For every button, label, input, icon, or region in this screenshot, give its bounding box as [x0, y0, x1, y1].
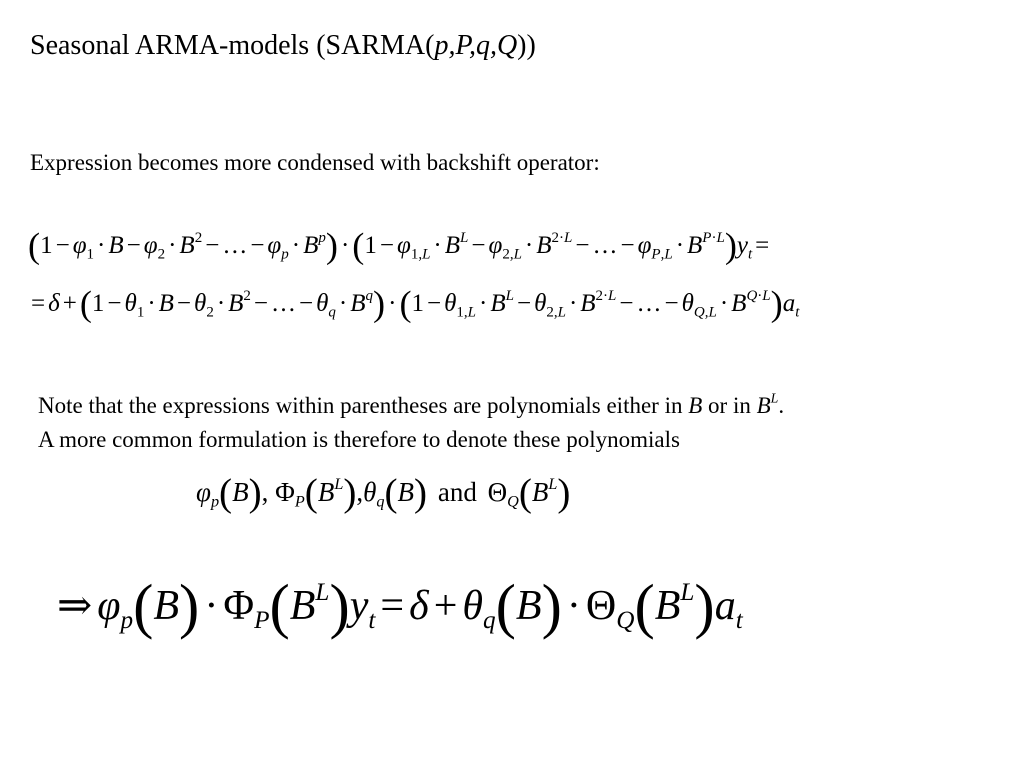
title-main: Seasonal ARMA-models (SARMA( — [30, 30, 435, 61]
and-word: and — [437, 477, 477, 507]
title-close: )) — [517, 30, 536, 61]
slide-title — [30, 30, 536, 62]
equation-line-1: ($1 - \varphi_1 \cdot B - \varphi_2 \cdot B^2$ − … − $\varphi_p \cdot B^p) \cdot(1 - \varphi_{1,L} \cdot B^L - \varphi_{2,L} \cdot B^{2\cdot L}$ − … − $\varphi_{P,L} \cdot B^{P\cdot L})y_t$ = — [28, 225, 770, 266]
note-line-2: A more common formulation is therefore to denote these polynomials — [38, 427, 680, 452]
intro-text: Expression becomes more condensed with backshift operator: — [30, 150, 600, 175]
final-equation: ⇒ $\varphi_p(B) \cdot \Phi_P(B^L)y_t = \delta + \theta_q(B) \cdot \Theta_Q(B^L)a_t$ — [57, 573, 743, 641]
equation-line-2: = $\delta +(1 - \theta_1 \cdot B - \theta_2 \cdot B^2$ − … − $\theta_q \cdot B^q) \cdot(1 - \theta_{1,L} \cdot B^L - \theta_{2,L} \cdot B^{2\cdot L}$ − … − $\theta_{Q,L} \cdot B^{Q\cdot L})a_t$ — [31, 283, 800, 324]
note-line-1: Note that the expressions within parentheses are polynomials either in B or in $B^L$. — [38, 390, 785, 418]
title-params: p,P,q,Q — [434, 30, 518, 61]
polynomial-notation: $\varphi_p(B)$, $\Phi_P(B^L),\theta_q(B)$ and $\Theta_Q(B^L)$ — [196, 471, 571, 515]
